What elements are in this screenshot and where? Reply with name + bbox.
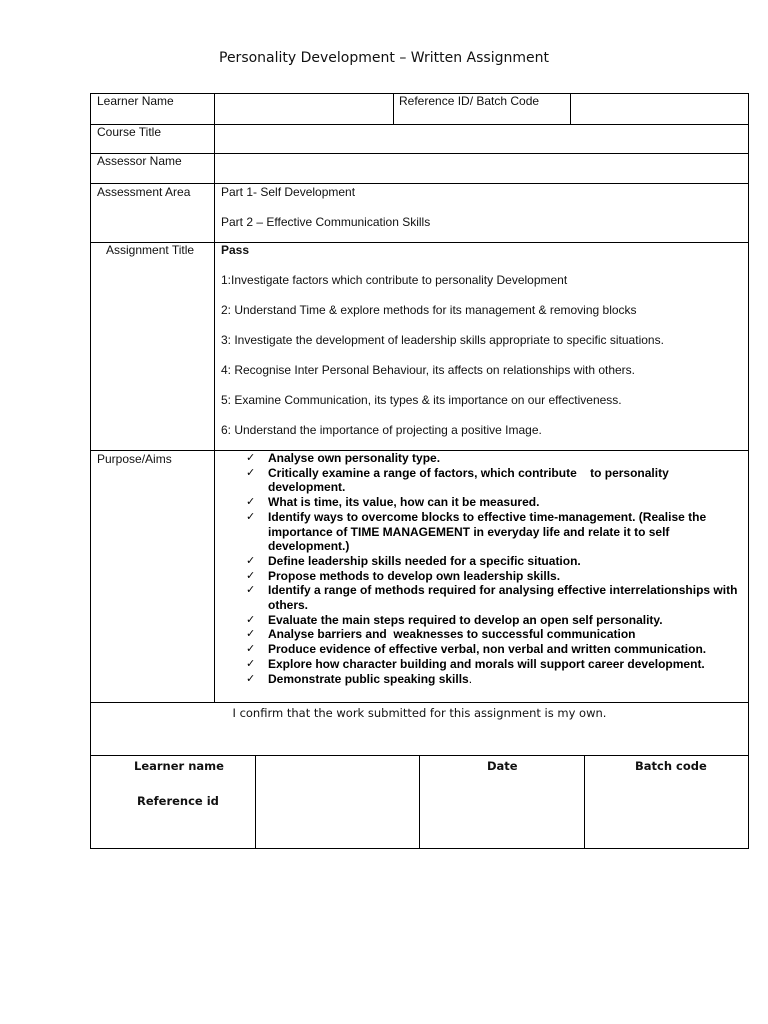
reference-id-field[interactable] — [571, 94, 748, 124]
aim-item: ✓ Identify ways to overcome blocks to effective time-management. (Realise the importance of TIME MANAGEMENT in everyday life and relate it to self development.) — [246, 509, 707, 554]
document-title: Personality Development – Written Assignment — [219, 50, 549, 66]
aim-item: ✓ Analyse barriers and weaknesses to successful communication — [246, 627, 636, 642]
aim-item: ✓ Analyse own personality type. — [246, 451, 441, 465]
checkmark-icon: ✓ — [246, 509, 256, 523]
column-divider — [214, 93, 215, 702]
course-title-field[interactable] — [215, 125, 748, 153]
checkmark-icon: ✓ — [246, 612, 256, 626]
checkmark-icon: ✓ — [246, 465, 256, 479]
criterion-4: 4: Recognise Inter Personal Behaviour, its affects on relationships with others. — [221, 363, 636, 377]
column-divider — [393, 93, 394, 124]
criterion-1: 1:Investigate factors which contribute to personality Development — [221, 273, 568, 287]
assessment-area-label: Assessment Area — [97, 185, 191, 199]
assessor-name-label: Assessor Name — [97, 154, 182, 168]
aims-list — [246, 451, 746, 686]
criterion-5: 5: Examine Communication, its types & its importance on our effectiveness. — [221, 393, 622, 407]
purpose-aims-label: Purpose/Aims — [97, 452, 172, 466]
checkmark-icon: ✓ — [246, 656, 256, 670]
aim-item: ✓ Produce evidence of effective verbal, non verbal and written communication. — [246, 642, 707, 657]
criterion-2: 2: Understand Time & explore methods for its management & removing blocks — [221, 303, 637, 317]
footer-learner-name-label: Learner name — [134, 759, 224, 773]
footer-batch-code-field[interactable] — [585, 775, 748, 848]
aim-item: ✓ Critically examine a range of factors, which contribute to personality development. — [246, 465, 673, 495]
aim-item: ✓ Explore how character building and morals will support career development. — [246, 656, 705, 671]
aim-item: ✓ Define leadership skills needed for a specific situation. — [246, 553, 581, 568]
row-divider — [90, 183, 749, 184]
aim-item: ✓ Demonstrate public speaking skills. — [246, 671, 473, 686]
footer-date-field[interactable] — [420, 775, 584, 848]
aim-item: ✓ Identify a range of methods required for analysing effective interrelationships with others. — [246, 583, 738, 613]
checkmark-icon: ✓ — [246, 627, 256, 641]
row-divider — [90, 702, 749, 703]
learner-name-label: Learner Name — [97, 94, 174, 108]
criterion-6: 6: Understand the importance of projecting a positive Image. — [221, 423, 542, 437]
footer-batch-code-label: Batch code — [635, 759, 707, 773]
aim-item: ✓ Propose methods to develop own leadership skills. — [246, 568, 561, 583]
checkmark-icon: ✓ — [246, 568, 256, 582]
course-title-label: Course Title — [97, 125, 162, 139]
assessment-area-part-2: Part 2 – Effective Communication Skills — [221, 215, 431, 229]
learner-name-field[interactable] — [215, 94, 393, 124]
checkmark-icon: ✓ — [246, 451, 256, 464]
checkmark-icon: ✓ — [246, 495, 256, 509]
confirmation-statement: I confirm that the work submitted for this assignment is my own. — [232, 706, 607, 720]
checkmark-icon: ✓ — [246, 553, 256, 567]
reference-id-label: Reference ID/ Batch Code — [399, 94, 540, 108]
criterion-3: 3: Investigate the development of leadership skills appropriate to specific situations. — [221, 333, 664, 347]
footer-reference-id-label: Reference id — [137, 794, 219, 808]
aim-item: ✓ What is time, its value, how can it be measured. — [246, 495, 540, 510]
assessment-area-part-1: Part 1- Self Development — [221, 185, 356, 199]
checkmark-icon: ✓ — [246, 583, 256, 597]
assignment-title-label: Assignment Title — [106, 243, 195, 257]
pass-heading: Pass — [221, 243, 250, 257]
checkmark-icon: ✓ — [246, 671, 256, 685]
footer-learner-field[interactable] — [256, 756, 419, 848]
aim-item: ✓ Evaluate the main steps required to develop an open self personality. — [246, 612, 663, 627]
checkmark-icon: ✓ — [246, 642, 256, 656]
footer-date-label: Date — [487, 759, 518, 773]
assessor-name-field[interactable] — [215, 154, 748, 183]
